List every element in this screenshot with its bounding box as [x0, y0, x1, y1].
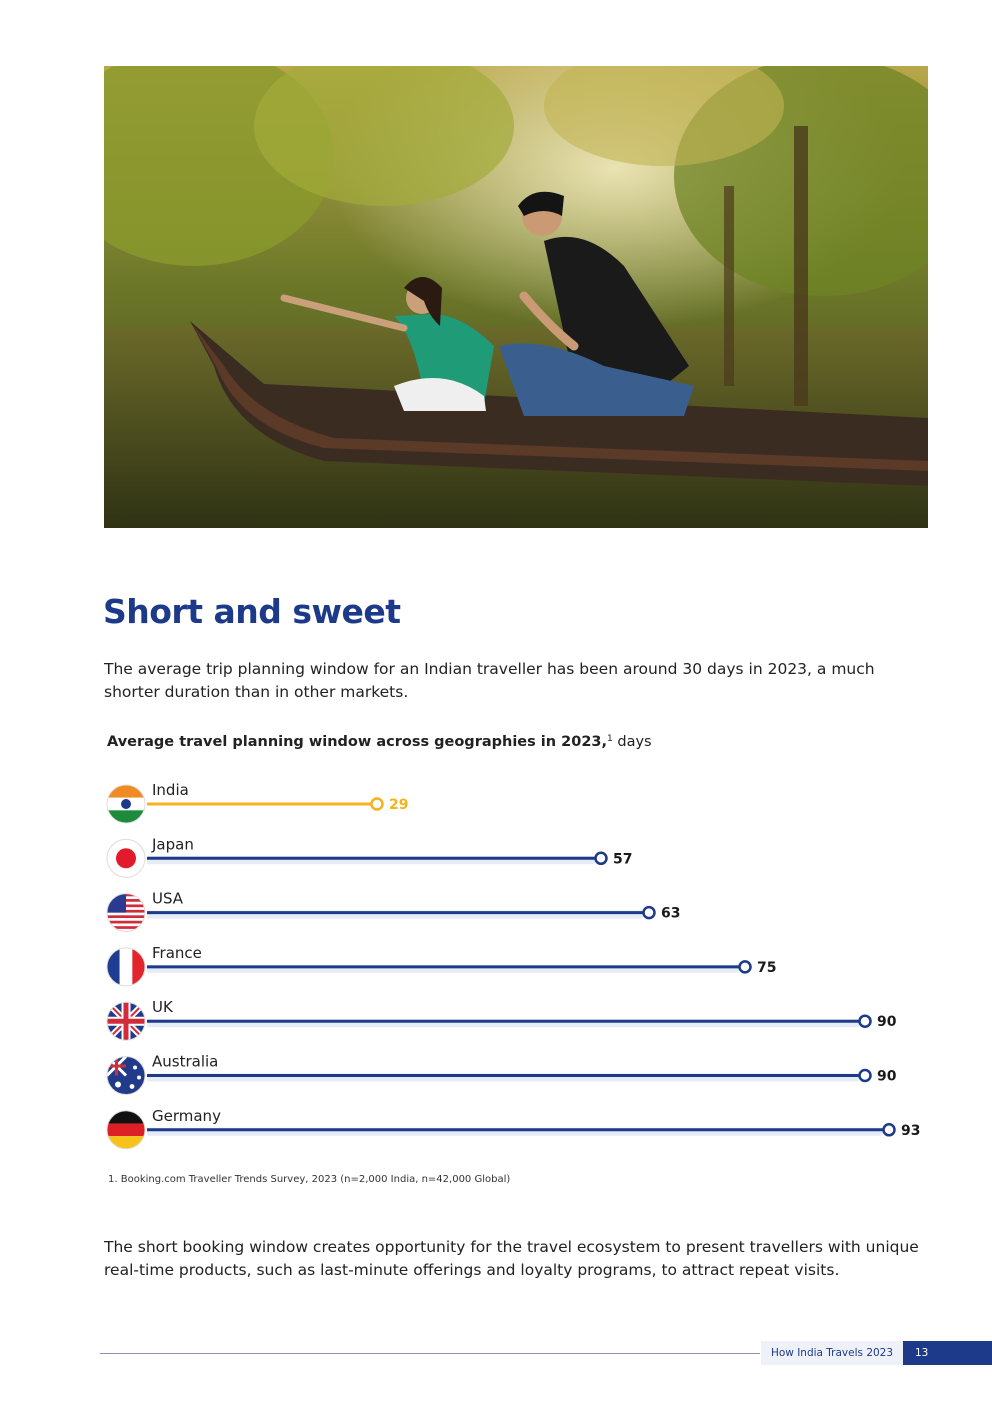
flag-france-blue [107, 948, 120, 986]
value-label-india: 29 [389, 797, 409, 813]
chart-row-uk [107, 998, 897, 1040]
chart-row-india [107, 781, 408, 823]
bar-end-marker [372, 799, 383, 810]
planning-window-chart [100, 775, 930, 1155]
footer-rule [100, 1353, 760, 1354]
flag-usa-stripe [107, 915, 145, 918]
flag-australia-star [115, 1082, 121, 1088]
flag-australia-star [133, 1066, 137, 1070]
value-label-france: 75 [757, 959, 777, 976]
footer-page-number: 13 [903, 1341, 992, 1365]
category-label-germany: Germany [152, 1106, 221, 1125]
chart-heading [107, 734, 652, 750]
flag-france-white [120, 948, 133, 986]
flag-germany-red [107, 1123, 145, 1136]
bar-end-marker [884, 1124, 895, 1135]
bar-end-marker [644, 907, 655, 918]
category-label-india: India [152, 781, 189, 799]
bar-end-marker [596, 853, 607, 864]
boat-couple-photo [104, 66, 928, 528]
flag-india-green [107, 810, 145, 823]
chart-heading-unit: days [612, 734, 652, 750]
flag-india-saffron [107, 785, 145, 798]
flag-france-red [132, 948, 145, 986]
flag-india-chakra [121, 799, 131, 809]
chart-row-usa [107, 890, 680, 932]
flag-japan-disc [116, 848, 136, 868]
footer-publication-label: How India Travels 2023 [761, 1341, 903, 1365]
flag-australia-star [137, 1076, 141, 1080]
category-label-usa: USA [152, 889, 184, 908]
category-label-australia: Australia [152, 1052, 219, 1071]
category-label-japan: Japan [152, 835, 194, 854]
chart-heading-text: Average travel planning window across geographies in 2023, [107, 734, 608, 750]
value-label-japan: 57 [613, 851, 633, 868]
flag-germany-black [107, 1111, 145, 1124]
chart-row-france [107, 944, 776, 986]
chart-row-japan [107, 835, 632, 877]
chart-row-germany [107, 1107, 920, 1149]
hero-photo [104, 66, 928, 528]
flag-germany-gold [107, 1136, 145, 1149]
intro-paragraph: The average trip planning window for an Indian traveller has been around 30 days in 2023, a much shorter duration than in other markets. [104, 660, 875, 701]
section-title: Short and sweet [103, 592, 401, 631]
value-label-australia: 90 [877, 1068, 897, 1085]
flag-usa-stripe [107, 921, 145, 924]
bar-end-marker [860, 1070, 871, 1081]
category-label-france: France [152, 943, 202, 962]
value-label-germany: 93 [901, 1122, 921, 1139]
value-label-uk: 90 [877, 1014, 897, 1031]
bar-end-marker [740, 961, 751, 972]
flag-australia-star [130, 1084, 135, 1089]
footnote-ref: 1 [607, 734, 613, 744]
value-label-usa: 63 [661, 905, 681, 922]
footnote: 1. Booking.com Traveller Trends Survey, 2023 (n=2,000 India, n=42,000 Global) [108, 1174, 511, 1185]
category-label-uk: UK [152, 998, 173, 1017]
bar-end-marker [860, 1016, 871, 1027]
chart-row-australia [107, 1053, 897, 1095]
outro-paragraph: The short booking window creates opportunity for the travel ecosystem to present travellers with unique real-time products, such as last-minute offerings and loyalty programs, to attract repeat visits. [104, 1238, 919, 1279]
